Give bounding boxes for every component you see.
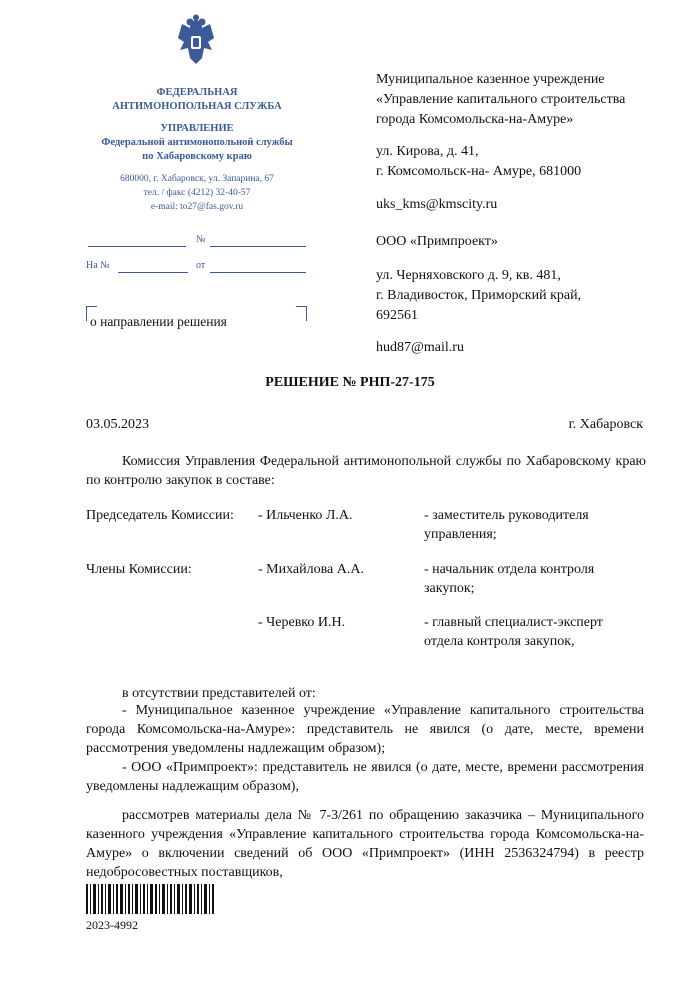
recipient-2-address: ул. Черняховского д. 9, кв. 481, г. Владивосток, Приморский край, 692561: [376, 268, 582, 323]
decision-title: РЕШЕНИЕ № РНП-27-175: [265, 375, 435, 390]
service-name: ФЕДЕРАЛЬНАЯ АНТИМОНОПОЛЬНАЯ СЛУЖБА: [112, 87, 282, 112]
absence-item-2: - ООО «Примпроект»: представитель не явился (о дате, месте, времени рассмотрения уведомлены надлежащим образом),: [86, 760, 644, 794]
in-reply-date-line: [210, 262, 306, 273]
decision-city: г. Хабаровск: [568, 417, 643, 432]
email-text: e-mail: to27@fas.gov.ru: [150, 202, 244, 212]
chair-label: Председатель Комиссии:: [86, 508, 234, 523]
barcode-icon: [86, 884, 216, 919]
from-label: от: [196, 260, 206, 271]
intro-paragraph: Комиссия Управления Федеральной антимонопольной службы по Хабаровскому краю по контролю закупок в составе:: [86, 454, 646, 488]
subject-bracket-right: [296, 306, 307, 321]
recipient-2-name: ООО «Примпроект»: [376, 234, 498, 249]
members-label: Члены Комиссии:: [86, 562, 192, 577]
subject-line: о направлении решения: [90, 314, 227, 329]
member-2-name: - Черевко И.Н.: [258, 615, 346, 630]
address-text: 680000, г. Хабаровск, ул. Запарина, 67: [120, 174, 274, 184]
phone-text: тел. / факс (4212) 32-40-57: [143, 188, 251, 198]
chair-name: - Ильченко Л.А.: [258, 508, 353, 523]
coat-of-arms-eagle-icon: [172, 14, 220, 68]
outgoing-date-line: [210, 236, 306, 247]
in-reply-label: На №: [86, 260, 110, 271]
barcode-number: 2023-4992: [86, 918, 138, 932]
recipient-2-email: hud87@mail.ru: [376, 340, 464, 355]
recipient-1-email: uks_kms@kmscity.ru: [376, 197, 498, 212]
member-1-name: - Михайлова А.А.: [258, 562, 364, 577]
decision-date: 03.05.2023: [86, 417, 149, 432]
outgoing-number-line: [88, 236, 186, 247]
recipient-1-address: ул. Кирова, д. 41, г. Комсомольск-на- Амуре, 681000: [376, 144, 582, 179]
absence-item-1: - Муниципальное казенное учреждение «Управление капитального строительства города Комсомольска-на-Амуре»: представитель не явился (о дате, месте, времени рассмотрения уведомлены надлежащим образом);: [86, 703, 644, 756]
member-2-role: - главный специалист-эксперт отдела контроля закупок,: [424, 615, 603, 649]
member-1-role: - начальник отдела контроля закупок;: [424, 562, 595, 596]
department-name: УПРАВЛЕНИЕ Федеральной антимонопольной службы по Хабаровскому краю: [101, 123, 293, 162]
in-reply-number-line: [118, 262, 188, 273]
chair-role: - заместитель руководителя управления;: [424, 508, 589, 542]
contact-block: [62, 172, 332, 214]
recipient-1-name: Муниципальное казенное учреждение «Управление капитального строительства города Комсомольска-на-Амуре»: [376, 72, 626, 127]
absence-lead: в отсутствии представителей от:: [122, 686, 316, 701]
number-sign: №: [196, 234, 206, 245]
considered-paragraph: рассмотрев материалы дела № 7-3/261 по обращению заказчика – Муниципального казенного учреждения «Управление капитального строительства города Комсомольска-на-Амуре» о включении сведений об ООО «Примпроект» (ИНН 2536324794) в реестр недобросовестных поставщиков,: [86, 808, 644, 880]
